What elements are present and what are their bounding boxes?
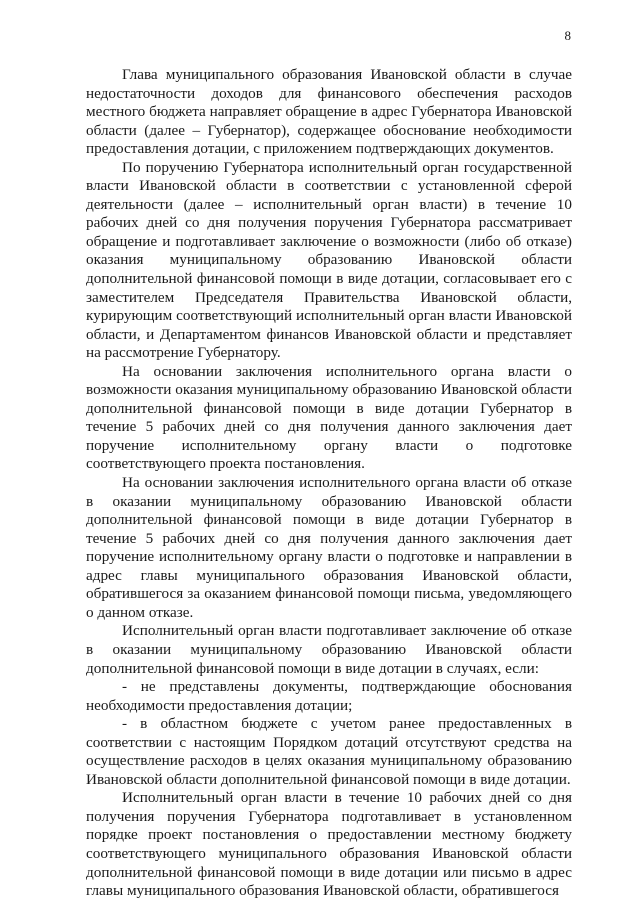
list-item-missing-documents: - не представлены документы, подтверждающие обоснования необходимости предоставления дотации; bbox=[86, 678, 572, 714]
page-number: 8 bbox=[564, 28, 571, 43]
paragraph-draft-resolution: Исполнительный орган власти в течение 10 рабочих дней со дня получения поручения Губернатора подготавливает в установленном порядке проект постановления о предоставлении местному бюджету соответствующего муниципального образования Ивановской области дополнительной финансовой помощи в виде дотации или письмо в адрес главы муниципального образования Ивановской области, обратившегося bbox=[86, 789, 572, 900]
paragraph-appeal: Глава муниципального образования Ивановской области в случае недостаточности доходов для финансового обеспечения расходов местного бюджета направляет обращение в адрес Губернатора Ивановской области (далее – Губернатор), содержащее обоснование необходимости предоставления дотации, с приложением подтверждающих документов. bbox=[86, 66, 572, 158]
document-body bbox=[86, 66, 572, 901]
paragraph-refusal-cases: Исполнительный орган власти подготавливает заключение об отказе в оказании муниципальному образованию Ивановской области дополнительной финансовой помощи в виде дотации в случаях, если: bbox=[86, 622, 572, 677]
paragraph-refusal-conclusion: На основании заключения исполнительного органа власти об отказе в оказании муниципальному образованию Ивановской области дополнительной финансовой помощи в виде дотации Губернатор в течение 5 рабочих дней со дня получения данного заключения дает поручение исполнительному органу власти о подготовке и направлении в адрес главы муниципального образования Ивановской области, обратившегося за оказанием финансовой помощи письма, уведомляющего о данном отказе. bbox=[86, 474, 572, 621]
list-item-no-funds: - в областном бюджете с учетом ранее предоставленных в соответствии с настоящим Порядком дотаций отсутствуют средства на осуществление расходов в целях оказания муниципальному образованию Ивановской области дополнительной финансовой помощи в виде дотации. bbox=[86, 715, 572, 788]
paragraph-approval-conclusion: На основании заключения исполнительного органа власти о возможности оказания муниципальному образованию Ивановской области дополнительной финансовой помощи в виде дотации Губернатор в течение 5 рабочих дней со дня получения данного заключения дает поручение исполнительному органу власти о подготовке соответствующего проекта постановления. bbox=[86, 362, 572, 473]
paragraph-governor-instruction: По поручению Губернатора исполнительный орган государственной власти Ивановской области в соответствии с установленной сферой деятельности (далее – исполнительный орган власти) в течение 10 рабочих дней со дня получения поручения Губернатора рассматривает обращение и подготавливает заключение о возможности (либо об отказе) оказания муниципальному образованию Ивановской области дополнительной финансовой помощи в виде дотации, согласовывает его с заместителем Председателя Правительства Ивановской области, курирующим соответствующий исполнительный орган власти Ивановской области, и Департаментом финансов Ивановской области и представляет на рассмотрение Губернатору. bbox=[86, 158, 572, 362]
